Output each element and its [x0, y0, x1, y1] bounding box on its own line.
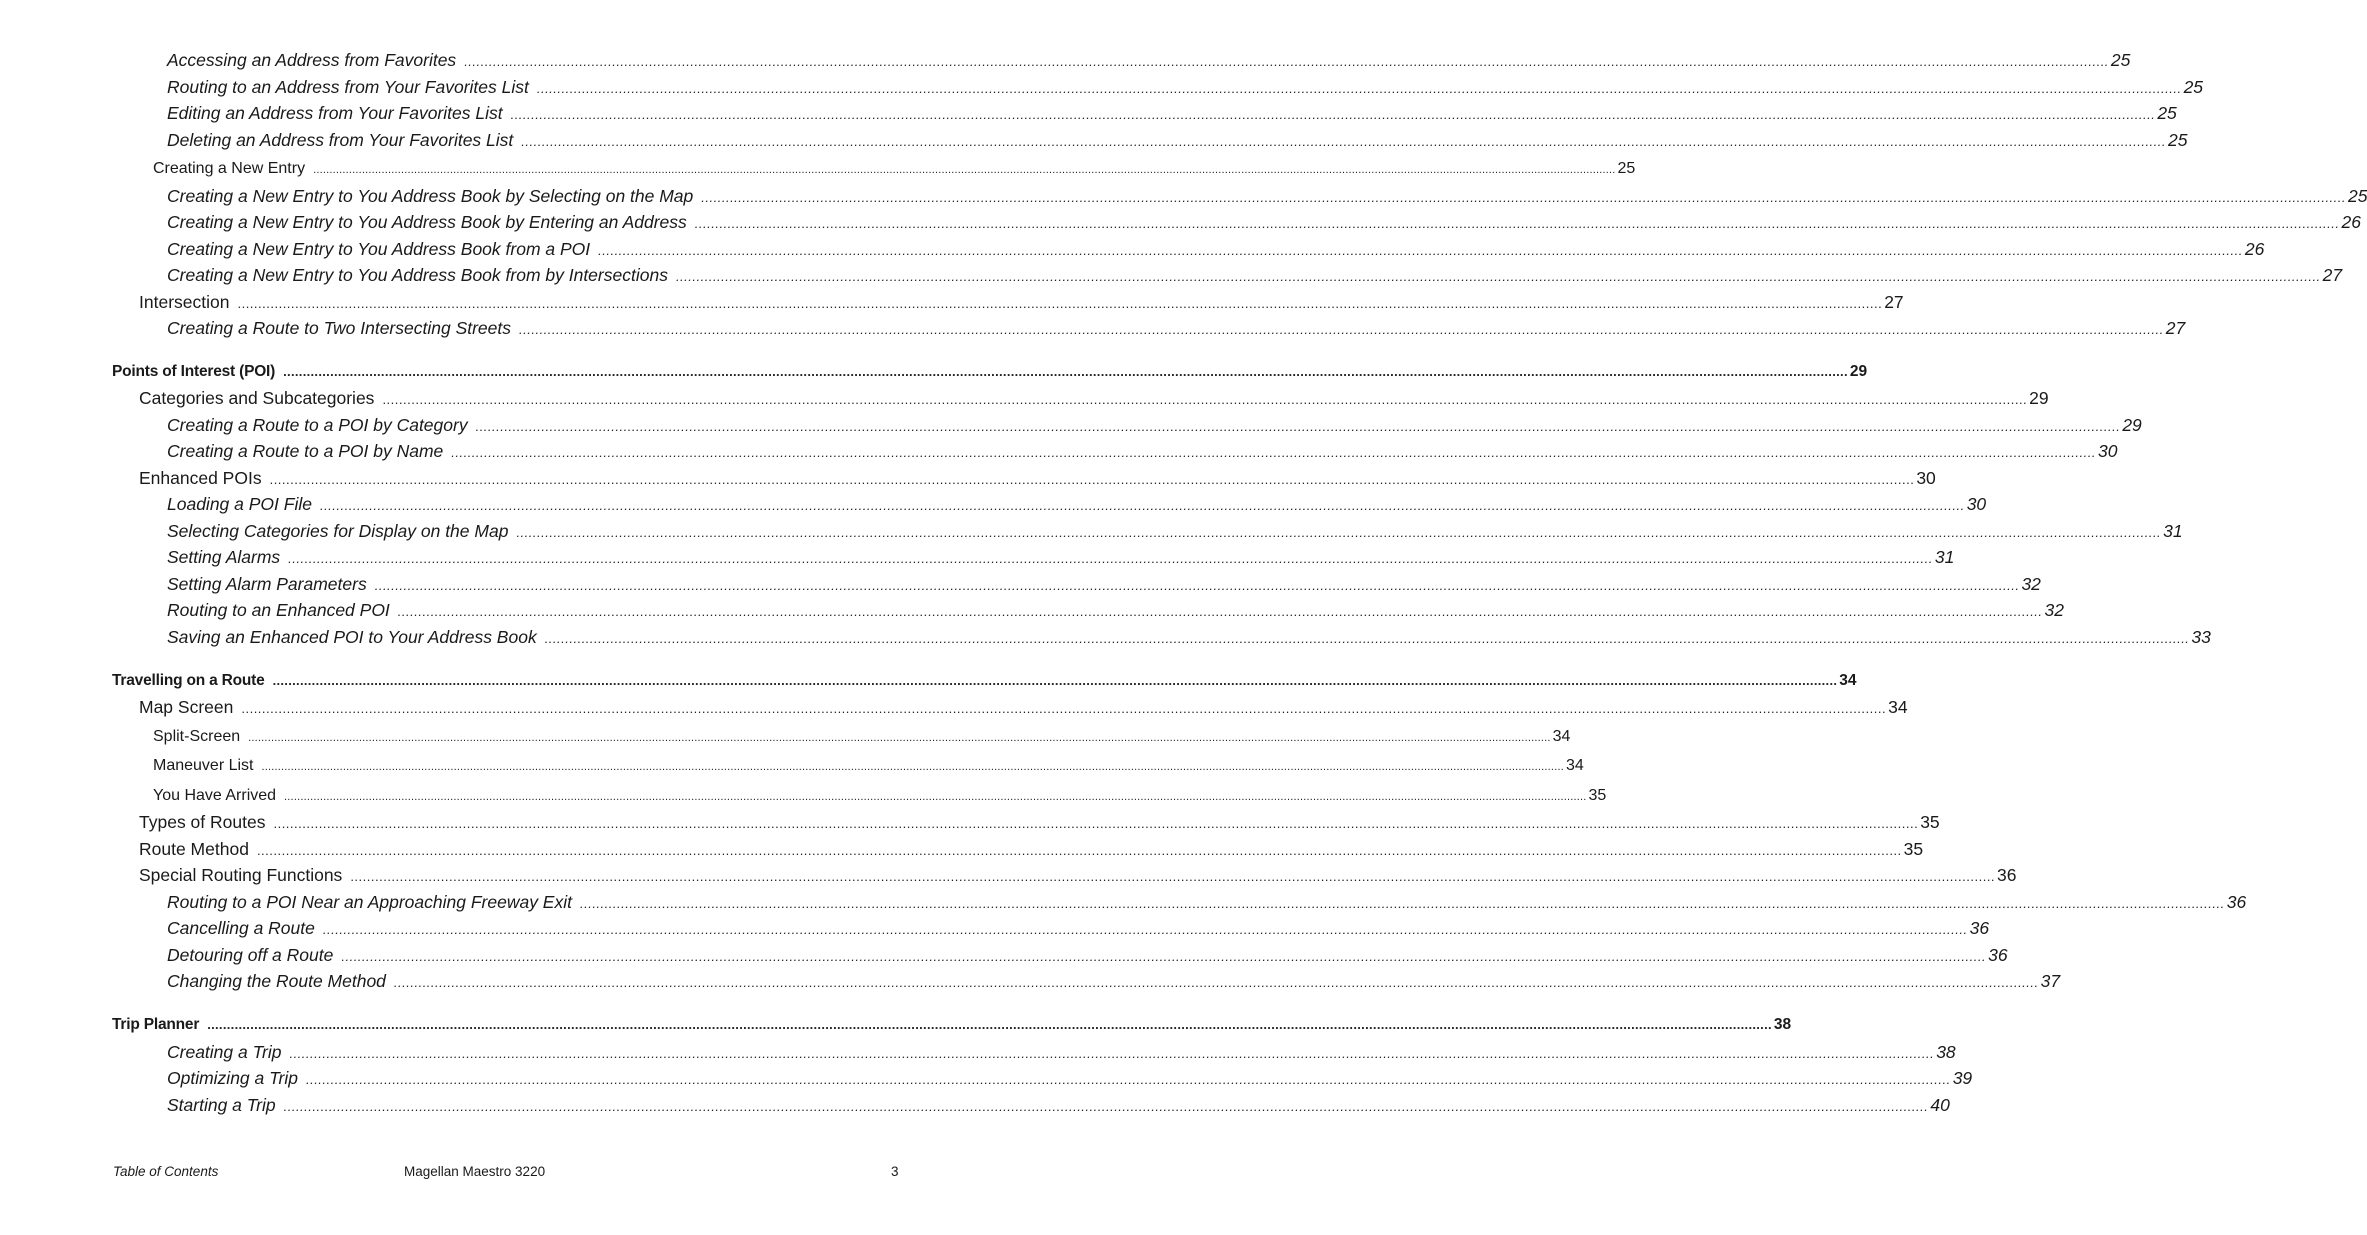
- toc-entry-title: Accessing an Address from Favorites: [167, 50, 457, 70]
- toc-dot-leader: ................................................................................................................................................................................................................................................................................................................................................................................................................: [283, 364, 1848, 379]
- toc-dot-leader: ................................................................................................................................................................................................................................................................................................................................................................................................................: [288, 551, 1933, 566]
- toc-entry-title: Creating a New Entry: [153, 160, 306, 177]
- toc-entry[interactable]: [167, 627, 2211, 647]
- toc-entry-page: 25: [2183, 77, 2204, 97]
- toc-entry-title: Cancelling a Route: [167, 918, 315, 938]
- toc-entry-page: 30: [1916, 468, 1936, 488]
- toc-entry-title: Map Screen: [139, 697, 234, 717]
- toc-entry[interactable]: [153, 728, 1571, 745]
- toc-entry[interactable]: [139, 292, 1904, 312]
- toc-entry[interactable]: [167, 494, 1987, 514]
- toc-dot-leader: ................................................................................................................................................................................................................................................................................................................................................................................................................: [319, 498, 1965, 513]
- toc-entry[interactable]: [167, 415, 2142, 435]
- toc-dot-leader: ................................................................................................................................................................................................................................................................................................................................................................................................................: [241, 701, 1887, 716]
- toc-entry[interactable]: [167, 103, 2177, 123]
- toc-entry[interactable]: [167, 130, 2188, 150]
- toc-entry[interactable]: [167, 600, 2064, 620]
- toc-entry-title: Starting a Trip: [167, 1095, 276, 1115]
- footer-page-number: 3: [891, 1164, 899, 1179]
- toc-entry[interactable]: [167, 77, 2204, 97]
- toc-entry-title: Route Method: [139, 839, 249, 859]
- toc-entry[interactable]: [167, 547, 1955, 567]
- toc-entry-title: Routing to an Address from Your Favorites List: [167, 77, 529, 97]
- toc-entry-page: 33: [2191, 627, 2211, 647]
- toc-entry-title: Creating a New Entry to You Address Book by Selecting on the Map: [167, 186, 694, 206]
- toc-entry[interactable]: [167, 971, 2061, 991]
- toc-entry-page: 27: [2165, 318, 2186, 338]
- toc-entry-page: 27: [2322, 265, 2343, 285]
- toc-entry-page: 35: [1588, 787, 1607, 804]
- toc-entry-page: 29: [2122, 415, 2142, 435]
- toc-dot-leader: ................................................................................................................................................................................................................................................................................................................................................................................................................: [272, 673, 1838, 688]
- toc-entry[interactable]: [153, 160, 1636, 177]
- toc-entry[interactable]: [139, 839, 1924, 859]
- toc-entry-page: 37: [2040, 971, 2061, 991]
- toc-entry[interactable]: [167, 1095, 1950, 1115]
- toc-entry-title: Detouring off a Route: [167, 945, 334, 965]
- toc-entry[interactable]: [167, 318, 2186, 338]
- toc-entry-title: Selecting Categories for Display on the Map: [167, 521, 509, 541]
- toc-dot-leader: ................................................................................................................................................................................................................................................................................................................................................................................................................: [397, 604, 2043, 619]
- toc-dot-leader: ................................................................................................................................................................................................................................................................................................................................................................................................................: [475, 419, 2121, 434]
- toc-entry-page: 25: [2348, 186, 2367, 206]
- toc-entry-page: 29: [2029, 388, 2049, 408]
- toc-dot-leader: ................................................................................................................................................................................................................................................................................................................................................................................................................: [256, 843, 1902, 858]
- toc-entry-title: Saving an Enhanced POI to Your Address Book: [167, 627, 537, 647]
- toc-entry-page: 34: [1839, 672, 1857, 689]
- toc-entry[interactable]: [139, 865, 2017, 885]
- toc-entry-title: Creating a New Entry to You Address Book from a POI: [167, 239, 591, 259]
- toc-entry[interactable]: [139, 812, 1940, 832]
- toc-entry-page: 26: [2341, 212, 2361, 232]
- toc-dot-leader: ................................................................................................................................................................................................................................................................................................................................................................................................................: [261, 761, 1564, 773]
- toc-entry-page: 32: [2044, 600, 2064, 620]
- toc-entry-title: Routing to a POI Near an Approaching Freeway Exit: [167, 892, 572, 912]
- toc-entry[interactable]: [139, 468, 1936, 488]
- toc-dot-leader: ................................................................................................................................................................................................................................................................................................................................................................................................................: [374, 578, 2020, 593]
- toc-entry[interactable]: [167, 521, 2183, 541]
- toc-entry[interactable]: [139, 388, 2049, 408]
- toc-dot-leader: ................................................................................................................................................................................................................................................................................................................................................................................................................: [322, 922, 1968, 937]
- toc-entry-title: You Have Arrived: [153, 787, 277, 804]
- toc-entry-title: Loading a POI File: [167, 494, 312, 514]
- toc-entry-title: Creating a New Entry to You Address Book by Entering an Address: [167, 212, 687, 232]
- toc-entry-page: 30: [1966, 494, 1987, 514]
- toc-entry[interactable]: [139, 697, 1908, 717]
- toc-entry[interactable]: [153, 757, 1584, 774]
- toc-entry-title: Creating a New Entry to You Address Book from by Intersections: [167, 265, 668, 285]
- toc-entry-title: Creating a Route to a POI by Name: [167, 441, 444, 461]
- toc-entry-title: Creating a Route to a POI by Category: [167, 415, 468, 435]
- toc-entry-title: Enhanced POIs: [139, 468, 262, 488]
- toc-entry-page: 32: [2021, 574, 2041, 594]
- toc-entry[interactable]: [167, 1042, 1956, 1062]
- toc-entry-page: 27: [1884, 292, 1904, 312]
- toc-entry-title: Creating a Trip: [167, 1042, 282, 1062]
- toc-dot-leader: ................................................................................................................................................................................................................................................................................................................................................................................................................: [544, 631, 2190, 646]
- toc-dot-leader: ................................................................................................................................................................................................................................................................................................................................................................................................................: [313, 164, 1616, 176]
- toc-entry[interactable]: [167, 574, 2041, 594]
- toc-entry-title: Setting Alarm Parameters: [167, 574, 367, 594]
- toc-entry[interactable]: [167, 1068, 1973, 1088]
- toc-dot-leader: ................................................................................................................................................................................................................................................................................................................................................................................................................: [579, 896, 2225, 911]
- footer-product-name: Magellan Maestro 3220: [404, 1164, 546, 1179]
- toc-entry[interactable]: [167, 265, 2343, 285]
- toc-dot-leader: ................................................................................................................................................................................................................................................................................................................................................................................................................: [273, 816, 1919, 831]
- toc-entry-page: 38: [1936, 1042, 1956, 1062]
- toc-dot-leader: ................................................................................................................................................................................................................................................................................................................................................................................................................: [536, 81, 2182, 96]
- toc-entry[interactable]: [167, 892, 2247, 912]
- toc-dot-leader: ................................................................................................................................................................................................................................................................................................................................................................................................................: [382, 392, 2028, 407]
- toc-entry-title: Travelling on a Route: [112, 672, 265, 689]
- toc-dot-leader: ................................................................................................................................................................................................................................................................................................................................................................................................................: [519, 322, 2164, 337]
- toc-dot-leader: ................................................................................................................................................................................................................................................................................................................................................................................................................: [451, 445, 2096, 460]
- toc-entry-title: Creating a Route to Two Intersecting Streets: [167, 318, 512, 338]
- toc-entry-title: Trip Planner: [112, 1016, 200, 1033]
- toc-entry-title: Points of Interest (POI): [112, 363, 276, 380]
- toc-entry[interactable]: [112, 363, 1868, 380]
- toc-entry-page: 36: [2226, 892, 2247, 912]
- toc-entry-page: 36: [1988, 945, 2008, 965]
- toc-dot-leader: ................................................................................................................................................................................................................................................................................................................................................................................................................: [521, 134, 2167, 149]
- toc-dot-leader: ................................................................................................................................................................................................................................................................................................................................................................................................................: [694, 216, 2340, 231]
- toc-entry[interactable]: [167, 186, 2367, 206]
- toc-entry-title: Deleting an Address from Your Favorites List: [167, 130, 514, 150]
- toc-entry-title: Setting Alarms: [167, 547, 281, 567]
- toc-dot-leader: ................................................................................................................................................................................................................................................................................................................................................................................................................: [289, 1046, 1935, 1061]
- toc-entry-title: Editing an Address from Your Favorites List: [167, 103, 503, 123]
- toc-entry-page: 25: [2168, 130, 2188, 150]
- toc-entry-page: 26: [2244, 239, 2265, 259]
- toc-dot-leader: ................................................................................................................................................................................................................................................................................................................................................................................................................: [341, 949, 1987, 964]
- toc-entry-title: Routing to an Enhanced POI: [167, 600, 390, 620]
- toc-entry-title: Split-Screen: [153, 728, 241, 745]
- toc-entry[interactable]: [167, 212, 2361, 232]
- toc-entry-page: 40: [1930, 1095, 1950, 1115]
- toc-dot-leader: ................................................................................................................................................................................................................................................................................................................................................................................................................: [350, 869, 1996, 884]
- toc-dot-leader: ................................................................................................................................................................................................................................................................................................................................................................................................................: [675, 269, 2321, 284]
- toc-entry-page: 36: [1969, 918, 1990, 938]
- toc-dot-leader: ................................................................................................................................................................................................................................................................................................................................................................................................................: [393, 975, 2039, 990]
- toc-entry[interactable]: [167, 918, 1990, 938]
- toc-entry[interactable]: [167, 441, 2118, 461]
- toc-dot-leader: ................................................................................................................................................................................................................................................................................................................................................................................................................: [237, 296, 1883, 311]
- toc-entry-title: Categories and Subcategories: [139, 388, 375, 408]
- toc-dot-leader: ................................................................................................................................................................................................................................................................................................................................................................................................................: [464, 54, 2109, 69]
- toc-entry-page: 29: [1849, 363, 1868, 380]
- toc-dot-leader: ................................................................................................................................................................................................................................................................................................................................................................................................................: [207, 1017, 1772, 1032]
- toc-entry-title: Optimizing a Trip: [167, 1068, 298, 1088]
- toc-dot-leader: ................................................................................................................................................................................................................................................................................................................................................................................................................: [269, 472, 1915, 487]
- toc-entry-page: 31: [2163, 521, 2183, 541]
- toc-entry-page: 25: [1617, 160, 1636, 177]
- toc-entry-page: 34: [1552, 728, 1571, 745]
- toc-dot-leader: ................................................................................................................................................................................................................................................................................................................................................................................................................: [516, 525, 2162, 540]
- toc-entry[interactable]: [112, 1016, 1792, 1033]
- toc-entry-page: 30: [2097, 441, 2118, 461]
- footer-section-label: Table of Contents: [113, 1164, 219, 1179]
- toc-entry-title: Maneuver List: [153, 757, 254, 774]
- toc-entry-title: Intersection: [139, 292, 230, 312]
- toc-entry-page: 34: [1888, 697, 1908, 717]
- toc-entry[interactable]: [167, 945, 2008, 965]
- toc-entry-page: 35: [1920, 812, 1940, 832]
- toc-dot-leader: ................................................................................................................................................................................................................................................................................................................................................................................................................: [284, 791, 1587, 803]
- toc-dot-leader: ................................................................................................................................................................................................................................................................................................................................................................................................................: [510, 107, 2156, 122]
- toc-dot-leader: ................................................................................................................................................................................................................................................................................................................................................................................................................: [283, 1099, 1929, 1114]
- toc-entry-page: 35: [1903, 839, 1924, 859]
- toc-dot-leader: ................................................................................................................................................................................................................................................................................................................................................................................................................: [248, 732, 1551, 744]
- toc-entry-page: 36: [1997, 865, 2017, 885]
- toc-entry[interactable]: [167, 239, 2265, 259]
- toc-entry[interactable]: [167, 50, 2131, 70]
- toc-entry-title: Special Routing Functions: [139, 865, 343, 885]
- toc-entry-page: 39: [1952, 1068, 1973, 1088]
- toc-entry[interactable]: [153, 787, 1607, 804]
- toc-entry-page: 34: [1565, 757, 1584, 774]
- toc-dot-leader: ................................................................................................................................................................................................................................................................................................................................................................................................................: [305, 1072, 1951, 1087]
- toc-entry[interactable]: [112, 672, 1857, 689]
- toc-entry-page: 31: [1934, 547, 1955, 567]
- toc-entry-title: Changing the Route Method: [167, 971, 386, 991]
- toc-entry-title: Types of Routes: [139, 812, 266, 832]
- toc-dot-leader: ................................................................................................................................................................................................................................................................................................................................................................................................................: [701, 190, 2347, 205]
- toc-entry-page: 38: [1773, 1016, 1792, 1033]
- toc-entry-page: 25: [2157, 103, 2177, 123]
- toc-entry-page: 25: [2110, 50, 2131, 70]
- toc-dot-leader: ................................................................................................................................................................................................................................................................................................................................................................................................................: [598, 243, 2243, 258]
